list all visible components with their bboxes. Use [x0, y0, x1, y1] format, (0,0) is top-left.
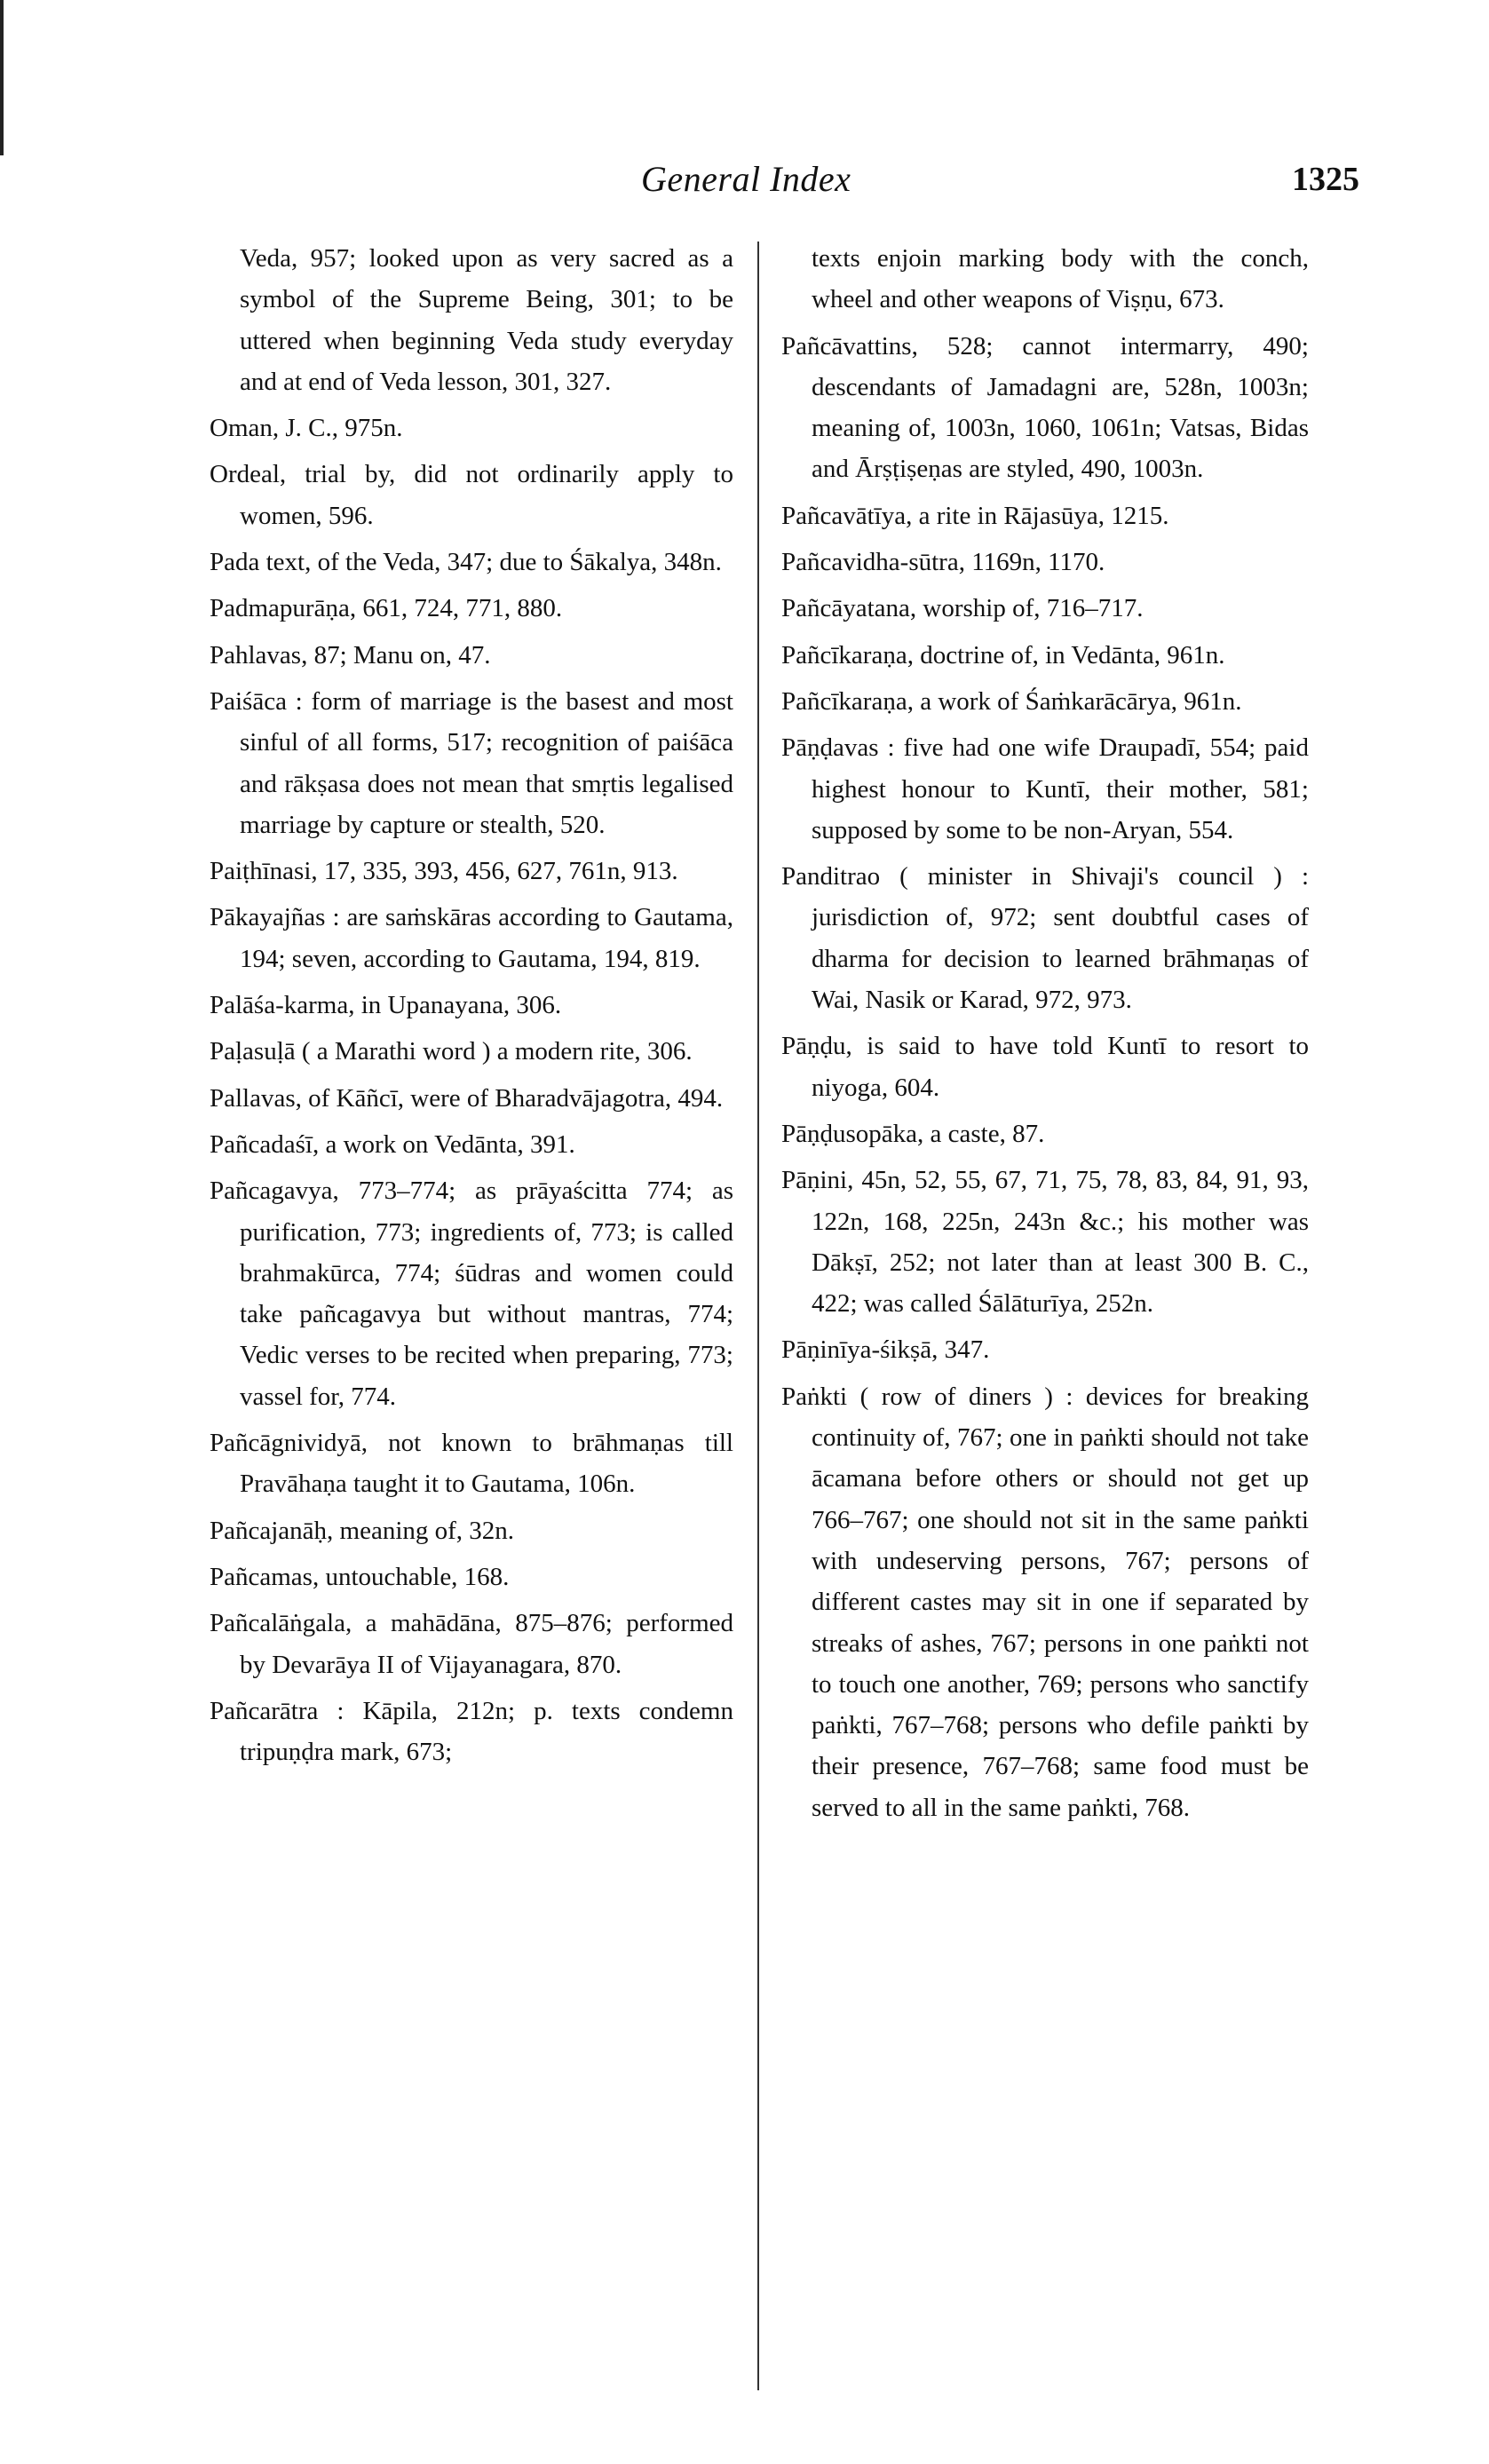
- index-entry: Pañcavātīya, a rite in Rājasūya, 1215.: [781, 501, 1169, 530]
- index-entry: Pāṇinīya-śikṣā, 347.: [781, 1335, 990, 1365]
- index-entry: Pāṇini, 45n, 52, 55, 67, 71, 75, 78, 83, 84, 91, 93, 122n, 168, 225n, 243n &c.; his mother was Dākṣī, 252; not later than at least 300 B. C., 422; was called Śālāturīya, 252n.: [781, 1166, 1309, 1319]
- index-entry: texts enjoin marking body with the conch, wheel and other weapons of Viṣṇu, 673.: [812, 244, 1309, 314]
- index-entry: Oman, J. C., 975n.: [210, 414, 403, 443]
- index-entry: Panditrao ( minister in Shivaji's council ) : jurisdiction of, 972; sent doubtful cases of dharma for decision to learned brāhmaṇas of Wai, Nasik or Karad, 972, 973.: [781, 862, 1309, 1015]
- index-entry: Pañcāvattins, 528; cannot intermarry, 490; descendants of Jamadagni are, 528n, 1003n; meaning of, 1003n, 1060, 1061n; Vatsas, Bidas and Ārṣṭiṣeṇas are styled, 490, 1003n.: [781, 331, 1309, 484]
- index-column-left: [210, 238, 733, 1778]
- running-header-title: General Index: [641, 159, 851, 199]
- index-entry: Pāṇḍusopāka, a caste, 87.: [781, 1119, 1045, 1148]
- index-entry: Pañcīkaraṇa, doctrine of, in Vedānta, 961n.: [781, 640, 1225, 669]
- scan-margin-rule: [0, 0, 4, 155]
- index-entry: Pañcadaśī, a work on Vedānta, 391.: [210, 1129, 575, 1159]
- index-entry: Pañcāyatana, worship of, 716–717.: [781, 594, 1144, 623]
- index-entry: Pallavas, of Kāñcī, were of Bharadvājagotra, 494.: [210, 1083, 724, 1113]
- index-entry: Palāśa-karma, in Upanayana, 306.: [210, 991, 562, 1020]
- index-entry: Pañcagavya, 773–774; as prāyaścitta 774; as purification, 773; ingredients of, 773; is called brahmakūrca, 774; śūdras and women could take pañcagavya but without mantras, 774; Vedic verses to be recited when preparing, 773; vassel for, 774.: [210, 1177, 733, 1411]
- index-entry: Pañcalāṅgala, a mahādāna, 875–876; performed by Devarāya II of Vijayanagara, 870.: [210, 1609, 733, 1679]
- index-entry: Pada text, of the Veda, 347; due to Śākalya, 348n.: [210, 548, 722, 577]
- index-entry: Pāṇḍu, is said to have told Kuntī to resort to niyoga, 604.: [781, 1032, 1309, 1102]
- index-entry: Pañcīkaraṇa, a work of Śaṁkarācārya, 961n.: [781, 686, 1242, 716]
- index-column-right: [781, 238, 1309, 1834]
- index-entry: Veda, 957; looked upon as very sacred as a symbol of the Supreme Being, 301; to be uttered when beginning Veda study everyday and at end of Veda lesson, 301, 327.: [240, 244, 733, 396]
- index-entry: Paiṭhīnasi, 17, 335, 393, 456, 627, 761n, 913.: [210, 857, 678, 886]
- index-entry: Pañcamas, untouchable, 168.: [210, 1562, 510, 1591]
- index-entry: Pañcajanāḥ, meaning of, 32n.: [210, 1516, 515, 1545]
- index-entry: Pañcāgnividyā, not known to brāhmaṇas till Pravāhaṇa taught it to Gautama, 106n.: [210, 1429, 733, 1499]
- index-entry: Pañcarātra : Kāpila, 212n; p. texts condemn tripuṇḍra mark, 673;: [210, 1696, 733, 1767]
- index-entry: Pahlavas, 87; Manu on, 47.: [210, 640, 491, 669]
- index-entry: Paḷasuḷā ( a Marathi word ) a modern rite, 306.: [210, 1037, 693, 1066]
- column-divider: [757, 242, 759, 2390]
- index-entry: Paṅkti ( row of diners ) : devices for breaking continuity of, 767; one in paṅkti should not take ācamana before others or should not get up 766–767; one should not sit in the same paṅkti with undeserving persons, 767; persons of different castes may sit in one if separated by streaks of ashes, 767; persons in one paṅkti not to touch one another, 769; persons who sanctify paṅkti, 767–768; persons who defile paṅkti by their presence, 767–768; same food must be served to all in the same paṅkti, 768.: [781, 1382, 1309, 1822]
- index-entry: Pāṇḍavas : five had one wife Draupadī, 554; paid highest honour to Kuntī, their mother, 581; supposed by some to be non-Aryan, 554.: [781, 733, 1309, 844]
- index-entry: Pākayajñas : are saṁskāras according to Gautama, 194; seven, according to Gautama, 194, 819.: [210, 903, 733, 973]
- page-number: 1325: [1292, 161, 1359, 198]
- index-entry: Ordeal, trial by, did not ordinarily apply to women, 596.: [210, 460, 733, 530]
- index-entry: Paiśāca : form of marriage is the basest and most sinful of all forms, 517; recognition of paiśāca and rākṣasa does not mean that smṛtis legalised marriage by capture or stealth, 520.: [210, 686, 733, 839]
- index-entry: Pañcavidha-sūtra, 1169n, 1170.: [781, 548, 1105, 577]
- index-entry: Padmapurāṇa, 661, 724, 771, 880.: [210, 594, 563, 623]
